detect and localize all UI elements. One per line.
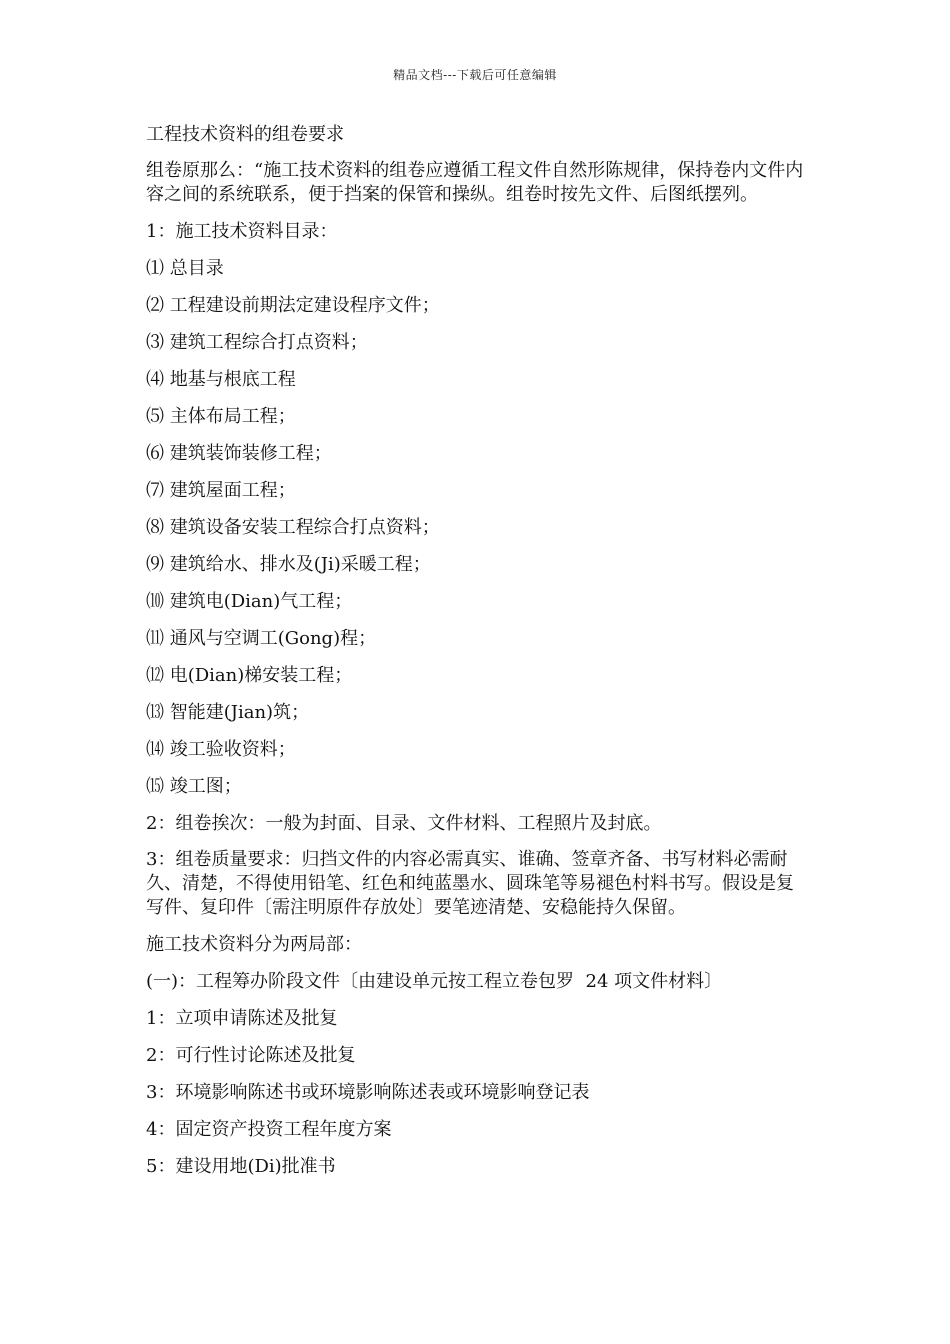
catalog-item: ⑺ 建筑屋面工程；	[146, 480, 296, 501]
document-body	[146, 122, 806, 1191]
catalog-item: ⒂ 竣工图；	[146, 776, 242, 797]
intro-paragraph: 组卷原那么：“施工技术资料的组卷应遵循工程文件自然形陈规律，保持卷内文件内容之间的系统联系，便于挡案的保管和操纵。组卷时按先文件、后图纸摆列。	[146, 160, 804, 205]
parts-heading: 施工技术资料分为两局部：	[146, 934, 362, 955]
catalog-item: ⒁ 竣工验收资料；	[146, 739, 296, 760]
catalog-item: ⑵ 工程建设前期法定建设程序文件；	[146, 295, 440, 316]
catalog-item: ⑷ 地基与根底工程	[146, 369, 296, 390]
catalog-item: ⑹ 建筑装饰装修工程；	[146, 443, 332, 464]
section-3-paragraph: 3：组卷质量要求：归挡文件的内容必需真实、谁确、签章齐备、书写材料必需耐久、清楚，不得使用铅笔、红色和纯蓝墨水、圆珠笔等易褪色村料书写。假设是复写件、复印件〔需注明原件存放处〕要笔迹清楚、安稳能持久保留。	[146, 849, 794, 918]
document-title: 工程技术资料的组卷要求	[146, 124, 344, 145]
catalog-item: ⑾ 通风与空调工(Gong)程；	[146, 628, 377, 649]
part-1-item: 2：可行性讨论陈述及批复	[146, 1045, 356, 1066]
part-1-item: 1：立项申请陈述及批复	[146, 1008, 338, 1029]
catalog-item: ⑿ 电(Dian)梯安装工程；	[146, 665, 353, 686]
catalog-item: ⑸ 主体布局工程；	[146, 406, 296, 427]
page-header: 精品文档---下载后可任意编辑	[393, 68, 557, 82]
section-2-paragraph: 2：组卷挨次：一般为封面、目录、文件材料、工程照片及封底。	[146, 813, 662, 834]
catalog-item: ⑶ 建筑工程综合打点资料；	[146, 332, 368, 353]
catalog-item: ⑼ 建筑给水、排水及(Ji)采暖工程；	[146, 554, 431, 575]
part-1-item: 5：建设用地(Di)批准书	[146, 1156, 336, 1177]
part-1-heading: (一)：工程筹办阶段文件〔由建设单元按工程立卷包罗 24 项文件材料〕	[146, 971, 723, 992]
part-1-item: 4：固定资产投资工程年度方案	[146, 1119, 392, 1140]
catalog-item: ⒀ 智能建(Jian)筑；	[146, 702, 310, 723]
part-1-list	[146, 1006, 806, 1179]
catalog-item: ⑴ 总目录	[146, 258, 224, 279]
catalog-item: ⑻ 建筑设备安装工程综合打点资料；	[146, 517, 440, 538]
section-1-heading: 1：施工技术资料目录：	[146, 221, 338, 242]
part-1-item: 3：环境影响陈述书或环境影响陈述表或环境影响登记表	[146, 1082, 590, 1103]
catalog-list	[146, 256, 806, 799]
catalog-item: ⑽ 建筑电(Dian)气工程；	[146, 591, 353, 612]
